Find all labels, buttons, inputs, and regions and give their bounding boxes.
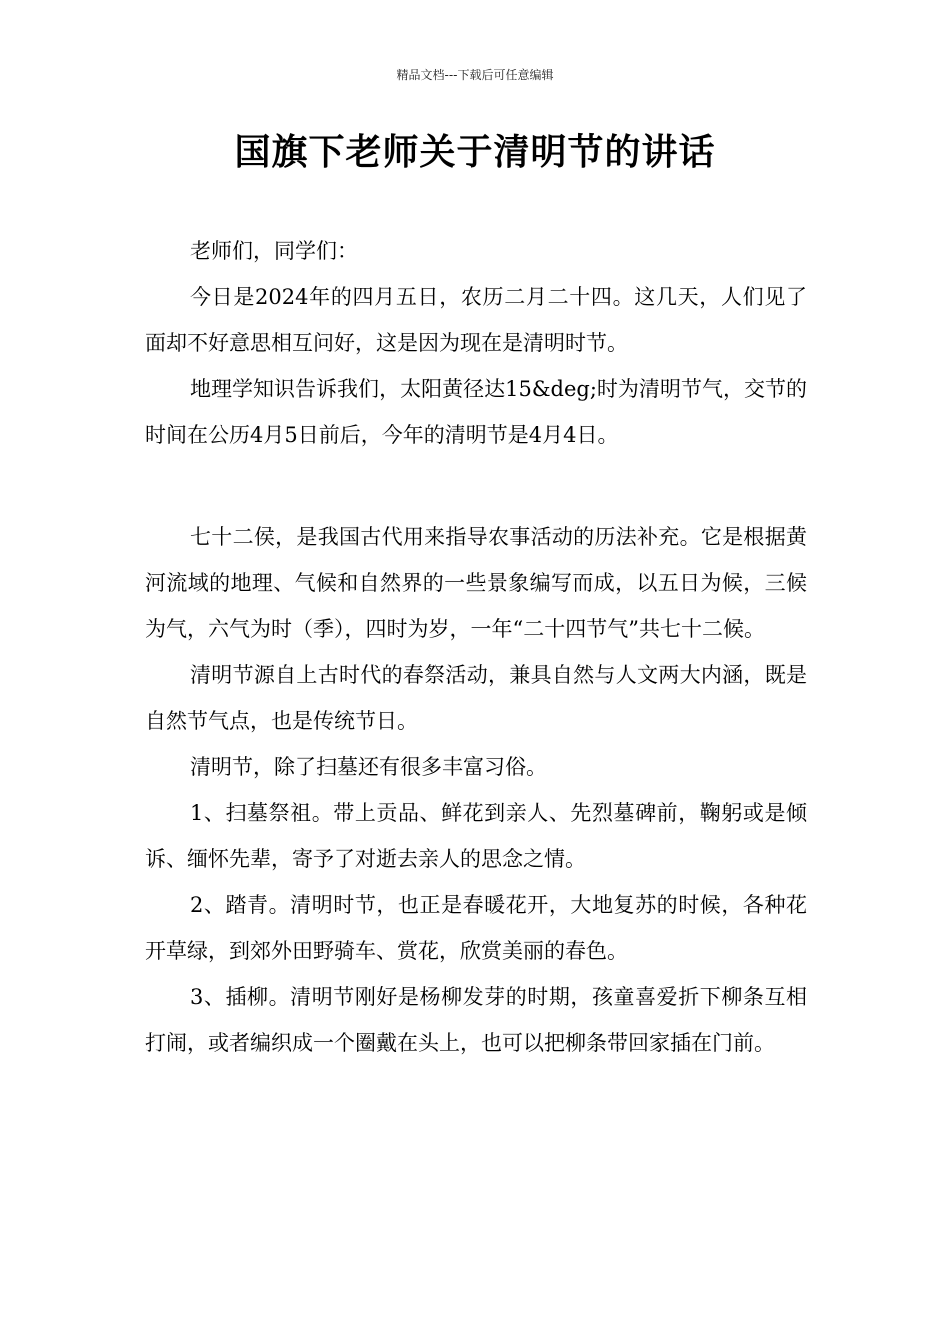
page-title: 国旗下老师关于清明节的讲话 <box>234 132 716 173</box>
paragraph-geography: 地理学知识告诉我们，太阳黄径达15&deg;时为清明节气，交节的时间在公历4月5日前后，今年的清明节是4月4日。 <box>145 377 807 447</box>
document-body <box>145 228 807 1066</box>
paragraph-salutation: 老师们，同学们： <box>190 239 358 263</box>
paragraph-seventy-two-hou: 七十二侯，是我国古代用来指导农事活动的历法补充。它是根据黄河流域的地理、气候和自然界的一些景象编写而成，以五日为候，三候为气，六气为时（季），四时为岁，一年“二十四节气”共七十二候。 <box>145 525 807 641</box>
paragraph-custom-tomb-sweeping: 1、扫墓祭祖。带上贡品、鲜花到亲人、先烈墓碑前，鞠躬或是倾诉、缅怀先辈，寄予了对逝去亲人的思念之情。 <box>145 801 807 871</box>
header-note: 精品文档---下载后可任意编辑 <box>396 68 554 82</box>
paragraph-custom-outing: 2、踏青。清明时节，也正是春暖花开，大地复苏的时候，各种花开草绿，到郊外田野骑车、赏花，欣赏美丽的春色。 <box>145 893 807 963</box>
paragraph-custom-willow: 3、插柳。清明节刚好是杨柳发芽的时期，孩童喜爱折下柳条互相打闹，或者编织成一个圈戴在头上，也可以把柳条带回家插在门前。 <box>145 985 807 1055</box>
paragraph-origin: 清明节源自上古时代的春祭活动，兼具自然与人文两大内涵，既是自然节气点，也是传统节日。 <box>145 663 807 733</box>
paragraph-date: 今日是2024年的四月五日，农历二月二十四。这几天，人们见了面却不好意思相互问好，这是因为现在是清明时节。 <box>145 285 807 355</box>
paragraph-gap <box>145 458 807 514</box>
paragraph-customs-intro: 清明节，除了扫墓还有很多丰富习俗。 <box>190 755 547 779</box>
